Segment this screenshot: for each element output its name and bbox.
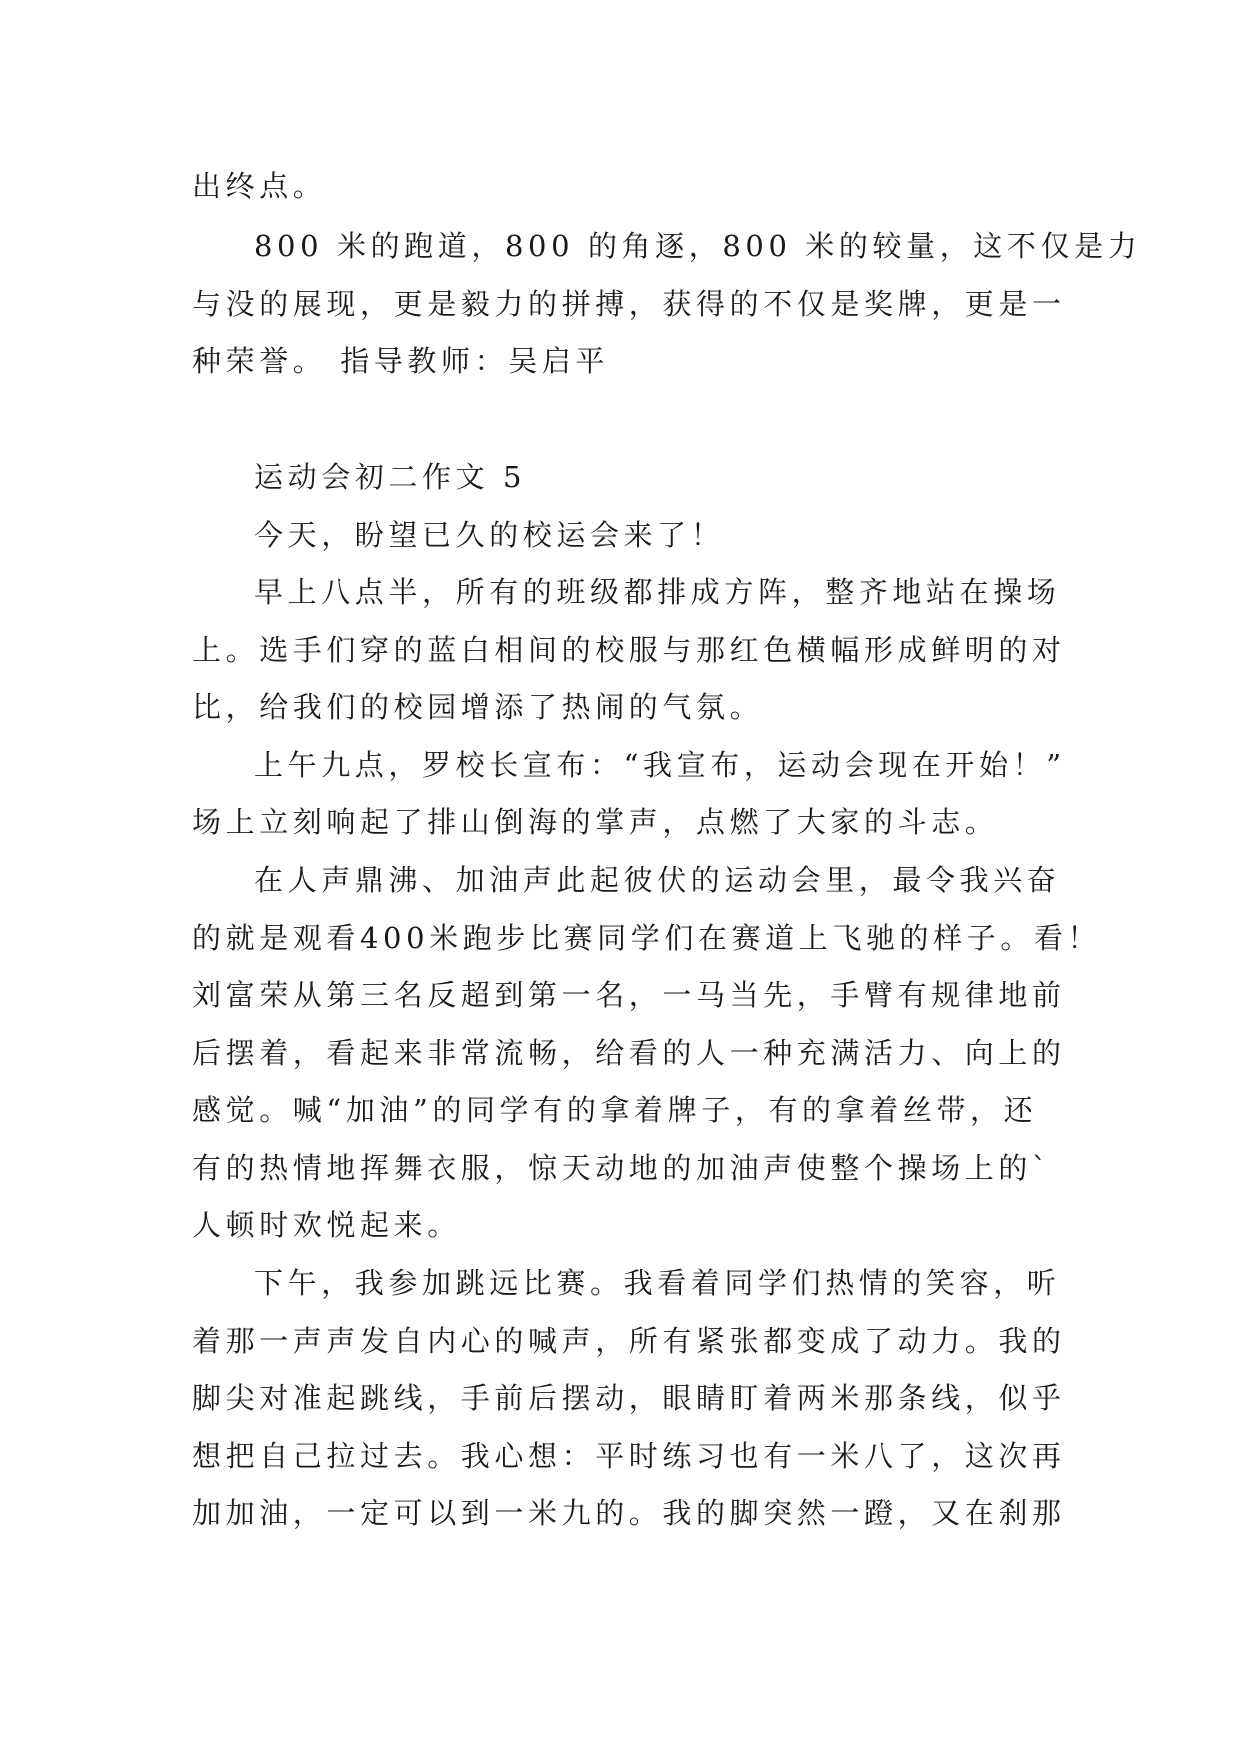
text-line: 早上八点半，所有的班级都排成方阵，整齐地站在操场 — [254, 575, 1061, 609]
text-line: 后摆着，看起来非常流畅，给看的人一种充满活力、向上的 — [192, 1036, 1066, 1070]
text-line: 上。选手们穿的蓝白相间的校服与那红色横幅形成鲜明的对 — [192, 633, 1066, 667]
text-line: 刘富荣从第三名反超到第一名，一马当先，手臂有规律地前 — [192, 978, 1066, 1012]
text-line: 加加油，一定可以到一米九的。我的脚突然一蹬，又在刹那 — [192, 1496, 1066, 1530]
text-line: 有的热情地挥舞衣服，惊天动地的加油声使整个操场上的` — [192, 1151, 1052, 1185]
text-line: 着那一声声发自内心的喊声，所有紧张都变成了动力。我的 — [192, 1324, 1066, 1358]
text-line: 人顿时欢悦起来。 — [192, 1208, 461, 1242]
text-line: 比，给我们的校园增添了热闹的气氛。 — [192, 690, 764, 724]
text-line: 感觉。喊“加油”的同学有的拿着牌子，有的拿着丝带，还 — [192, 1093, 1038, 1127]
text-line: 脚尖对准起跳线，手前后摆动，眼睛盯着两米那条线，似乎 — [192, 1381, 1066, 1415]
text-line: 的就是观看400米跑步比赛同学们在赛道上飞驰的样子。看！ — [192, 921, 1102, 955]
text-line: 种荣誉。 指导教师：吴启平 — [192, 344, 610, 378]
text-line: 今天，盼望已久的校运会来了！ — [254, 518, 725, 552]
text-line: 800 米的跑道，800 的角逐，800 米的较量，这不仅是力 — [254, 229, 1142, 263]
text-line: 想把自己拉过去。我心想：平时练习也有一米八了，这次再 — [192, 1439, 1066, 1473]
text-line: 与没的展现，更是毅力的拼搏，获得的不仅是奖牌，更是一 — [192, 287, 1066, 321]
text-line: 场上立刻响起了排山倒海的掌声，点燃了大家的斗志。 — [192, 805, 999, 839]
section-heading: 运动会初二作文 5 — [254, 460, 527, 494]
text-line: 下午，我参加跳远比赛。我看着同学们热情的笑容，听 — [254, 1266, 1061, 1300]
text-line: 上午九点，罗校长宣布：“我宣布，运动会现在开始！” — [254, 748, 1066, 782]
text-line: 在人声鼎沸、加油声此起彼伏的运动会里，最令我兴奋 — [254, 863, 1061, 897]
text-line: 出终点。 — [192, 169, 327, 203]
